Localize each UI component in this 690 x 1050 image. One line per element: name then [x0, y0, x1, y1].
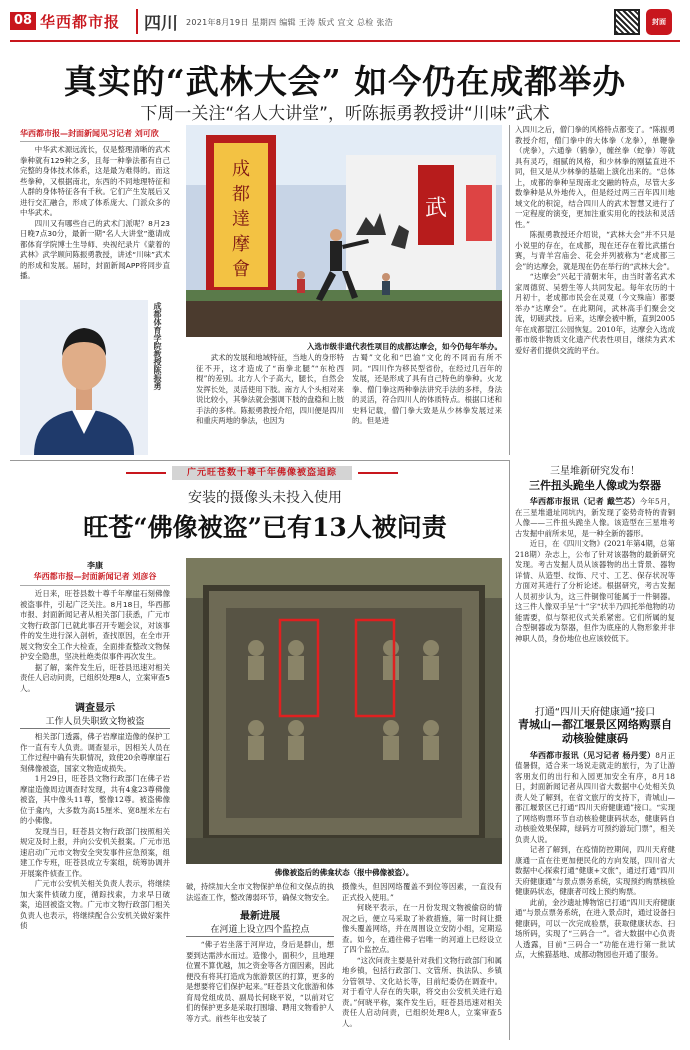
- newspaper-name: 华西都市报: [40, 13, 121, 31]
- main-intro-2: 四川又有哪些自己的武术门派呢？8月23日晚7点30分，最新一期“名人大讲堂”邀请成都体育学院博士生导师、央视纪录片《蒙着的武林》武学顾问陈振勇教授，讲述“川味”武术的形成和发展。届时，封面新闻APP将同步直播。: [20, 218, 170, 281]
- main-byline: 华西都市报—封面新闻见习记者 刘可欣: [20, 129, 159, 138]
- svg-text:達: 達: [232, 209, 250, 230]
- page-number: 08: [10, 12, 36, 30]
- story2-headline: 旺苍“佛像被盗”已有13人被问责: [83, 513, 447, 542]
- story2-mid-column: [186, 882, 334, 1024]
- svg-text:會: 會: [232, 259, 250, 280]
- story2-body-4: 广元市公安机关相关负责人表示，将继续加大案件侦破力度，循踪找索，力求早日破案，追回被盗文物。广元市文物行政部门相关负责人也表示，将继续配合公安机关做好案件侦: [20, 879, 170, 931]
- subhead-investigation: 调查显示: [75, 703, 115, 715]
- page-header: [10, 9, 680, 35]
- story2-body-2: 1月29日，旺苍县文物行政部门在佛子岩摩崖造像周边调查时发现，共有4龛23尊佛像被盗，其中像头11尊，整像12尊。被盗佛像位于龛内，大多数为高15厘米、宽8厘米左右的小佛像。: [20, 774, 170, 826]
- header-rule: [10, 40, 680, 42]
- main-right-body-3: “达摩会”兴起于清朝末年，由当时著名武术家周德贸、吴碧生等人共同发起。每年农历的十月初十，老成都市民会在灵观（今文殊庙）都要举办“达摩会”。在此期间，武林高手们聚会交流，切磋武技。后来，达摩会被中断，直到2005年在成都望江公园恢复。2010年，达摩会入选成都市级非物质文化遗产代表性项目，继续为武术爱好者们提供交流的平台。: [515, 272, 675, 355]
- main-right-body: 入四川之后，僧门拳的风格特点都变了。“陈振勇教授介绍，僧门拳中的大体拳（龙拳），单鞭拳（虎拳），六通拳（鹤拳），缠丝拳（蛇拳）等就具有灵巧，细腻的风格，和少林拳的刚猛直进不同，但又是从少林拳的基础上演化出来的。“总体上，成都的拳种呈现南北交融的特点，尽管大多数拳种是从外地传入，但是经过两三百年四川地域文化的积淀，结合四川人的武术智慧又进行了一定程度的演变，更加注重实用化的技法和灵活性。”: [515, 125, 675, 229]
- sidebar1-preheadline: 三星堆新研究发布！: [550, 466, 640, 477]
- series-banner: 广元旺苍数十尊千年佛像被盗追踪: [172, 466, 352, 480]
- column-divider: [509, 125, 510, 455]
- story-separator: [10, 460, 510, 461]
- section-title: 四川: [136, 9, 178, 34]
- sidebar2-body: 8月正值暑假，适合来一场说走就走的旅行，为了让游客朋友们的出行和入园更加安全有序，8月18日，封面新闻记者从四川省大数据中心处相关负责人处了解到，在省文旅厅的支持下，青城山—都江堰景区已打通“四川天府健康通”接口。“实现了网络购票环节自动核验健康码状态，健康码自动核验效果保障，绿码方可预约游玩门票”，相关负责人说。: [515, 750, 675, 844]
- subhead-progress: 最新进展: [240, 911, 280, 923]
- story2-intro: 近日来，旺苍县数十尊千年摩崖石刻佛像被盗事件，引起广泛关注。8月18日，华西都市报、封面新闻记者从相关部门获悉，广元市文物行政部门已就此事召开专题会议，对该事件的发生进行深入剖析，查找原因，在全市开展文物安全工作大检查，全面排查整改文物保护安全隐患，坚决杜绝类似事件再次发生。: [20, 589, 170, 662]
- sidebar2-headline: 青城山—都江堰景区网络购票自动核验健康码: [518, 718, 672, 746]
- story2-left-column: [20, 560, 170, 932]
- story2-preheadline: 安装的摄像头未投入使用: [188, 490, 342, 506]
- buddha-niche-photo: [186, 558, 502, 864]
- svg-text:摩: 摩: [232, 234, 250, 255]
- svg-text:成: 成: [232, 159, 250, 180]
- svg-text:都: 都: [232, 184, 250, 205]
- subline-progress: 在河道上设立四个监控点: [186, 922, 334, 937]
- svg-text:武: 武: [424, 196, 448, 221]
- story2-right-column: [342, 882, 502, 1029]
- sidebar1-byline: 华西都市报讯（记者 戴竺芯）: [529, 497, 640, 506]
- main-body-col2: 古蜀”文化和“巴渝”文化的不同而有所不同。“四川作为移民型省份，在经过几百年的发展，还是形成了具有自己特色的拳种。火龙拳、僧门拳这两种拳法讲究手法的多样，身法的灵活，符合四川人的体质特点。根据口述和史料记载，僧门拳大致是从少林拳发展过来的。但是进: [352, 353, 502, 426]
- sidebar2-body-2: 记者了解到，在疫情防控期间，四川天府健康通一直在往更加便民化的方向发展，四川省大数据中心探索打通“健康+文旅”，通过打通“四川天府健康通”与景点票务系统，实现预约购票核验健康码状态，健康者可线上预约购票。: [515, 845, 675, 897]
- story2-right-body-2: 何晓平表示，在一月份发现文物被偷窃的情况之后，便立马采取了补救措施，第一时间让摄像头覆盖网络，并在周围设立安防小组，定期巡查。如今，在通往佛子岩唯一的河道上已经设立了四个监控点。: [342, 903, 502, 955]
- header-info: 2021年8月19日 星期四 编辑 王涛 版式 宜文 总检 张浩: [186, 18, 394, 27]
- martial-arts-photo: [186, 125, 502, 337]
- sidebar-sanxingdui: [515, 462, 675, 644]
- main-right-body-2: 陈振勇教授还介绍说，“武林大会”并不只是小说里的存在，在成都，现在还存在着比武擂台赛，与青羊宫庙会、花会并列被称为“老成都三会”的达摩会，就是现在仍在举行的“武林大会”。: [515, 230, 675, 271]
- sidebar-divider: [509, 460, 510, 1040]
- main-intro: 中华武术源远流长，仅是整理清晰的武术拳种就有129种之多，且每一种拳法都有自己完整的身体技术体系，这是最为难得的。而这些拳种，又根据南北，东西的不同地理特征和人群的身体特征各有千秋。它们产生发展后又进行交汇融合，形成了体系庞大、门派众多的中华武术。: [20, 145, 170, 218]
- sidebar1-body-2: 近日，在《四川文物》(2021年第4期，总第218期）杂志上，公布了针对该器物的最新研究发现。考古发掘人员从该器物的出土背景、器物详情、从造型、纹饰、尺寸、工艺、保存状况等方面对其进行了分析论述。根据研究，考古发掘人员初步认为，这三件铜像可能属于一件铜器。这三件人像双手呈“十”字“状半乃四托举他物的功能需要，似与祭祀仪式关系紧密。它们所属的复合型铜器或为祭器，但作为底座的人物形象并非神职人员，身份地位也应该较低下。: [515, 539, 675, 643]
- story2-byline-name: 李康: [87, 561, 103, 570]
- portrait-caption: 成都体育学院教授陈振勇: [153, 302, 162, 390]
- story2-right-body: 摄像头，但因网络覆盖不到位等因素，一直没有正式投入使用。”: [342, 882, 502, 902]
- story2-intro-2: 据了解，案件发生后，旺苍县迅速对相关责任人启动问责，已组织处理8人，立案审查5人。: [20, 662, 170, 693]
- story2-body-3: 发现当日，旺苍县文物行政部门按照相关规定及时上报，并向公安机关报案。广元市迅速启动广元市文物安全突发事件应急预案，组建工作专班，旺苍县成立专案组，统筹协调并开展案件侦查工作。: [20, 826, 170, 878]
- main-intro-block: [20, 128, 170, 282]
- story2-mid-body: 破，持续加大全市文物保护单位和文保点的执法巡查工作，整改薄弱环节，确保文物安全。: [186, 882, 334, 902]
- story2-body-1: 相关部门透露，佛子岩摩崖造像的保护工作一直有专人负责。调查显示，因相关人员在工作过程中确有失职情况，致使20余尊摩崖石刻佛像被盗，国家文物造成损失。: [20, 732, 170, 773]
- subline-investigation: 工作人员失职致文物被盗: [20, 714, 170, 729]
- qr-code-icon: [614, 9, 640, 35]
- professor-portrait: [20, 300, 148, 455]
- main-photo-caption: 入选市级非遗代表性项目的成都达摩会，如今仍每年举办。: [307, 342, 502, 351]
- sidebar-health-code: [515, 703, 675, 961]
- story2-right-body-3: “这次问责主要是针对我们文物行政部门和属地乡镇，包括行政部门、文管所、执法队、乡镇分管领导、文化站长等，目前纪委仍在调查中。对于看守人存在的失职，将交由公安机关进行追责。”何晓平称，案件发生后，旺苍县迅速对相关责任人启动问责，已组织处理8人，立案审查5人。: [342, 955, 502, 1028]
- buddha-photo-caption: 佛像被盗后的佛龛状态（报中佛像被盗）。: [274, 868, 414, 877]
- sidebar2-preheadline: 打通“四川天府健康通”接口: [534, 707, 656, 718]
- main-subheadline: 下周一关注“名人大讲堂”，听陈振勇教授讲“川味”武术: [140, 104, 550, 124]
- sidebar2-byline: 华西都市报讯（见习记者 杨丹雯）: [529, 750, 656, 760]
- story2-progress-body: “佛子岩坐落于河岸边，身后是群山，想要到达需涉水而过。造像小，面积少，且地理位置不算优越，加之资金等各方面因素，因此便没有将其打造成为旅游景区的打算，更多的是想要将它们保护起来。”旺苍县文化旅游和体育局党组成员、副局长何晓平说，“以前对它们的保护更多是采取打围墙、聘用文物看护人等方式。前些年也安装了: [186, 940, 334, 1023]
- main-body-col1: 武术的发展和地域特征，当地人的身形特征不开，这才造成了“南拳北腿”“东枪西棍”的差别。北方人个子高大，腿长，自然会发挥长处，灵活使用下肢。南方人个头相对来说比较小，其拳法就会强调下肢的盘稳和上肢手法的多样。陈振勇教授介绍，四川便是四川和重庆两地的拳法，也因为: [196, 353, 344, 426]
- sidebar2-body-3: 此前，金沙遗址博物馆已打通“四川天府健康通”与景点票务系统，在进入景点时，通过设备扫健康码，可以一次完成验票，获取健康状态、扫场所码，实现了“三码合一”。省大数据中心负责人透露，目前“三码合一”功能在进行第一批试点，大熊猫基地、成都动物园也开通了服务。: [515, 897, 675, 960]
- story2-byline: 华西都市报—封面新闻记者 刘彦谷: [33, 572, 157, 581]
- sidebar1-body: 今年5月，在三星堆遗址同坑内，新发现了姿势奇特的青铜人像——三件扭头跪坐人像。该造型在三星堆考古发掘中前所未见，是一种全新的器形。: [515, 497, 675, 538]
- app-logo-icon: 封面: [646, 9, 672, 35]
- main-right-column: [515, 125, 675, 356]
- main-headline: 真实的“武林大会” 如今仍在成都举办: [63, 62, 627, 101]
- sidebar1-headline: 三件扭头跪坐人像或为祭器: [529, 479, 661, 492]
